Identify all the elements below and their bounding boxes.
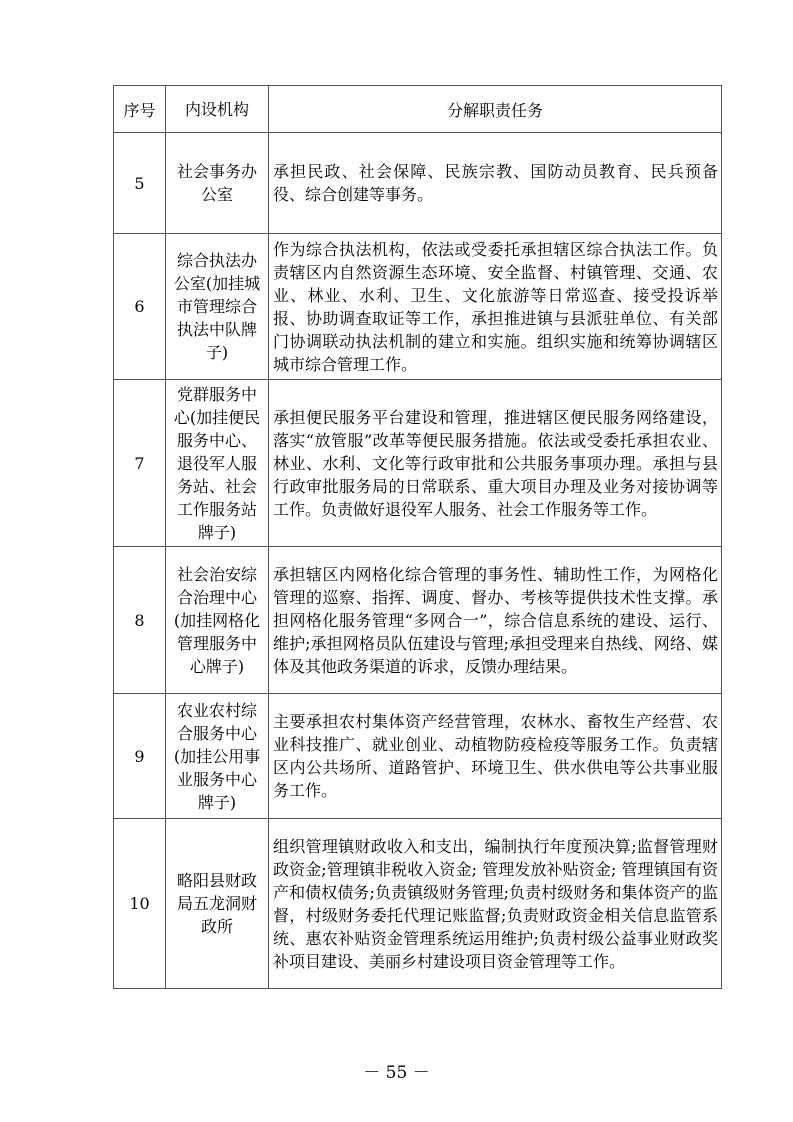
row-num: 5 <box>114 133 166 234</box>
row-org <box>166 819 269 989</box>
row-task <box>269 694 722 819</box>
table-row <box>114 819 722 989</box>
row-org-text: 社会事务办公室 <box>176 162 257 204</box>
duties-table <box>113 85 722 989</box>
row-task-text: 承担便民服务平台建设和管理，推进辖区便民服务网络建设，落实“放管服”改革等便民服务措施。依法或受委托承担农业、林业、水利、文化等行政审批和公共服务事项办理。承担与县行政审批服务局的日常联系、重大项目办理及业务对接协调等工作。负责做好退役军人服务、社会工作服务等工作。 <box>273 407 718 519</box>
table-row <box>114 547 722 694</box>
row-task-text: 组织管理镇财政收入和支出，编制执行年度预决算;监督管理财政资金;管理镇非税收入资金; 管理发放补贴资金; 管理镇国有资产和债权债务;负责镇级财务管理;负责村级财务和集体资产的监督，村级财务委托代理记账监督;负责财政资金相关信息监管系统、惠农补贴资金管理系统运用维护;负责村级公益事业财政奖补项目建设、美丽乡村建设项目资金管理等工作。 <box>273 836 718 971</box>
table-row <box>114 234 722 380</box>
row-task <box>269 133 722 234</box>
row-org <box>166 694 269 819</box>
table-row <box>114 380 722 547</box>
row-org-text: 党群服务中心(加挂便民服务中心、退役军人服务站、社会工作服务站牌子) <box>173 384 261 542</box>
row-org <box>166 547 269 694</box>
table-header-row <box>114 86 722 133</box>
row-task-text: 承担辖区内网格化综合管理的事务性、辅助性工作，为网格化管理的巡察、指挥、调度、督办、考核等提供技术性支撑。承担网格化服务管理“多网合一”，综合信息系统的建设、运行、维护;承担网格员队伍建设与管理;承担受理来自热线、网络、媒体及其他政务渠道的诉求，反馈办理结果。 <box>273 564 718 676</box>
row-org <box>166 380 269 547</box>
row-task-text: 作为综合执法机构，依法或受委托承担辖区综合执法工作。负责辖区内自然资源生态环境、安全监督、村镇管理、交通、农业、林业、水利、卫生、文化旅游等日常巡查、接受投诉举报、协助调查取证等工作，承担推进镇与县派驻单位、有关部门协调联动执法机制的建立和实施。组织实施和统筹协调辖区城市综合管理工作。 <box>273 239 718 374</box>
header-num: 序号 <box>114 86 166 133</box>
row-org-text: 农业农村综合服务中心(加挂公用事业服务中心牌子) <box>173 700 261 812</box>
row-task <box>269 234 722 380</box>
row-org <box>166 133 269 234</box>
row-num: 6 <box>114 234 166 380</box>
table-row <box>114 133 722 234</box>
header-task: 分解职责任务 <box>269 86 722 133</box>
row-num: 10 <box>114 819 166 989</box>
row-org-text: 综合执法办公室(加挂城市管理综合执法中队牌子) <box>173 251 261 362</box>
row-num: 8 <box>114 547 166 694</box>
row-task-text: 承担民政、社会保障、民族宗教、国防动员教育、民兵预备役、综合创建等事务。 <box>273 162 718 204</box>
table-row <box>114 694 722 819</box>
row-task-text: 主要承担农村集体资产经营管理，农林水、畜牧生产经营、农业科技推广、就业创业、动植物防疫检疫等服务工作。负责辖区内公共场所、道路管护、环境卫生、供水供电等公共事业服务工作。 <box>273 712 718 800</box>
row-num: 9 <box>114 694 166 819</box>
row-num: 7 <box>114 380 166 547</box>
row-task <box>269 819 722 989</box>
row-org <box>166 234 269 380</box>
row-org-text: 略阳县财政局五龙洞财政所 <box>176 871 257 936</box>
row-task <box>269 380 722 547</box>
page-number: － 55 － <box>363 1063 430 1083</box>
row-org-text: 社会治安综合治理中心(加挂网格化管理服务中心牌子) <box>173 564 261 676</box>
header-org: 内设机构 <box>166 86 269 133</box>
row-task <box>269 547 722 694</box>
